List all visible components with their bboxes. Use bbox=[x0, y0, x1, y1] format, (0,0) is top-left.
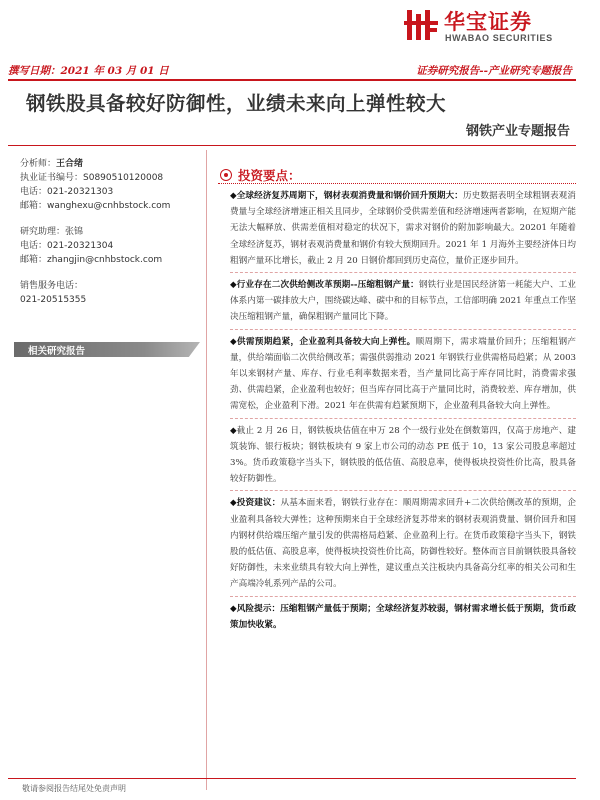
hwabao-logo bbox=[404, 6, 574, 46]
sales-phone: 021-20515355 bbox=[20, 295, 87, 305]
report-type: 证券研究报告--产业研究专题报告 bbox=[416, 65, 572, 77]
highlight-body: 顺周期下，需求端量价回升；压缩粗钢产量，供给端面临二次供给侧改革；需强供弱推动 2021 年钢铁行业供需格局趋紧；从 2003 年以来钢材产量、库存、行业毛利率数据来看，当产量同比高于库存同比时，消费需求强劲、供需趋紧，企业盈利也较好；但当库存同比高于产量同比时，消费较差、库存增加，供需宽松，企业盈利下滑。2021 年在供需有趋紧预期下，企业盈利具备较大向上弹性。 bbox=[230, 336, 576, 412]
footer-divider bbox=[8, 778, 576, 779]
highlights-title: 投资要点： bbox=[238, 168, 301, 183]
column-divider bbox=[206, 150, 207, 790]
highlight-lead: ◆风险提示： bbox=[230, 603, 281, 614]
highlight-item bbox=[230, 188, 576, 269]
header-divider bbox=[8, 79, 576, 81]
highlight-lead: ◆全球经济复苏周期下，钢材表观消费量和钢价回升预期大： bbox=[230, 191, 463, 201]
highlight-lead: ◆行业存在二次供给侧改革预期--压缩粗钢产量： bbox=[230, 280, 419, 291]
highlight-body: 从基本面来看，钢铁行业存在：顺周期需求回升+二次供给侧改革的预期，企业盈利具备较大弹性；这种预期来自于全球经济复苏带来的钢材表观消费量、钢价回升和国内钢材供给端压缩产量引发的供需格局趋紧、企业盈利上行。在货币政策稳字当头下，钢铁股的低估值、高股息率，使得板块投资性价比高，防御性较好。整体而言目前钢铁股具备较好防御性，未来业绩具有较大向上弹性，建议重点关注板块内具备高分红率的相关公司和生产高端冷轧系列产品的公司。 bbox=[230, 498, 577, 590]
license-number: 执业证书编号：S0890510120008 bbox=[20, 173, 164, 183]
highlight-item bbox=[230, 423, 576, 488]
analyst-name: 王合绪 bbox=[56, 159, 84, 169]
highlight-body: 压缩粗钢产量低于预期；全球经济复苏较弱，钢材需求增长低于预期，货币政策加快收紧。 bbox=[230, 603, 576, 630]
highlight-item bbox=[230, 277, 576, 326]
target-icon bbox=[220, 169, 232, 181]
assistant-phone: 电话：021-20321304 bbox=[20, 241, 114, 251]
related-reports-label: 相关研究报告 bbox=[28, 346, 86, 357]
page-title: 钢铁股具备较好防御性，业绩未来向上弹性较大 bbox=[26, 92, 447, 115]
highlights-list bbox=[230, 188, 576, 633]
highlight-item bbox=[230, 334, 576, 415]
logo-english-name: HWABAO SECURITIES bbox=[445, 33, 553, 43]
highlights-heading bbox=[220, 165, 301, 181]
highlight-body: 历史数据表明全球粗钢表观消费量与全球经济增速正相关且同步，全球钢价受供需差值和经济增速两者影响，在短期产能无法大幅释放、供需差值相对稳定的状况下，需求对钢价的附加影响最大。20201 年随着全球经济复苏，钢材表观消费量和钢价有较大预期回升。2021 年 1 月海外主要经济体日均粗钢产量环比增长，截止 2 月 20 日钢价都回到历史高位，量价正逐步回升。 bbox=[230, 191, 576, 266]
assistant-email[interactable]: 邮箱：zhangjin@cnhbstock.com bbox=[20, 255, 163, 265]
highlights-divider bbox=[218, 183, 576, 184]
title-divider bbox=[8, 145, 576, 146]
hwabao-logo-mark-icon bbox=[404, 8, 438, 42]
assistant-name: 研究助理：张锦 bbox=[20, 227, 84, 237]
highlight-lead: ◆供需预期趋紧，企业盈利具备较大向上弹性。 bbox=[230, 336, 416, 347]
analyst-row bbox=[20, 157, 200, 171]
analyst-info bbox=[20, 157, 200, 307]
page-subtitle: 钢铁产业专题报告 bbox=[465, 124, 570, 139]
highlight-body: 钢铁行业是国民经济第一耗能大户、工业体系内第一碳排放大户，围绕碳达峰、碳中和的目标节点，工信部明确 2021 年重点工作坚决压缩粗钢产量，确保粗钢产量同比下降。 bbox=[230, 280, 576, 323]
analyst-email[interactable]: 邮箱：wanghexu@cnhbstock.com bbox=[20, 201, 171, 211]
highlight-item bbox=[230, 495, 576, 592]
highlight-lead: ◆ bbox=[230, 425, 237, 436]
analyst-phone: 电话：021-20321303 bbox=[20, 187, 114, 197]
analyst-label: 分析师： bbox=[20, 159, 57, 169]
disclaimer-note: 敬请参阅报告结尾处免责声明 bbox=[22, 784, 126, 793]
logo-chinese-name: 华宝证券 bbox=[444, 10, 532, 34]
highlight-item bbox=[230, 601, 576, 633]
highlight-body: 截止 2 月 26 日，钢铁板块估值在申万 28 个一级行业处在倒数第四，仅高于房地产、建筑装饰、银行板块；钢铁板块有 9 家上市公司的动态 PE 低于 10，13 家公司股息率超过 3%。货币政策稳字当头下，钢铁股的低估值、高股息率，使得板块投资性价比高，股具备较好防御性。 bbox=[230, 425, 577, 485]
highlight-lead: ◆投资建议： bbox=[230, 498, 281, 509]
report-date: 撰写日期：2021 年 03 月 01 日 bbox=[8, 65, 169, 77]
sales-label: 销售服务电话： bbox=[20, 281, 84, 291]
